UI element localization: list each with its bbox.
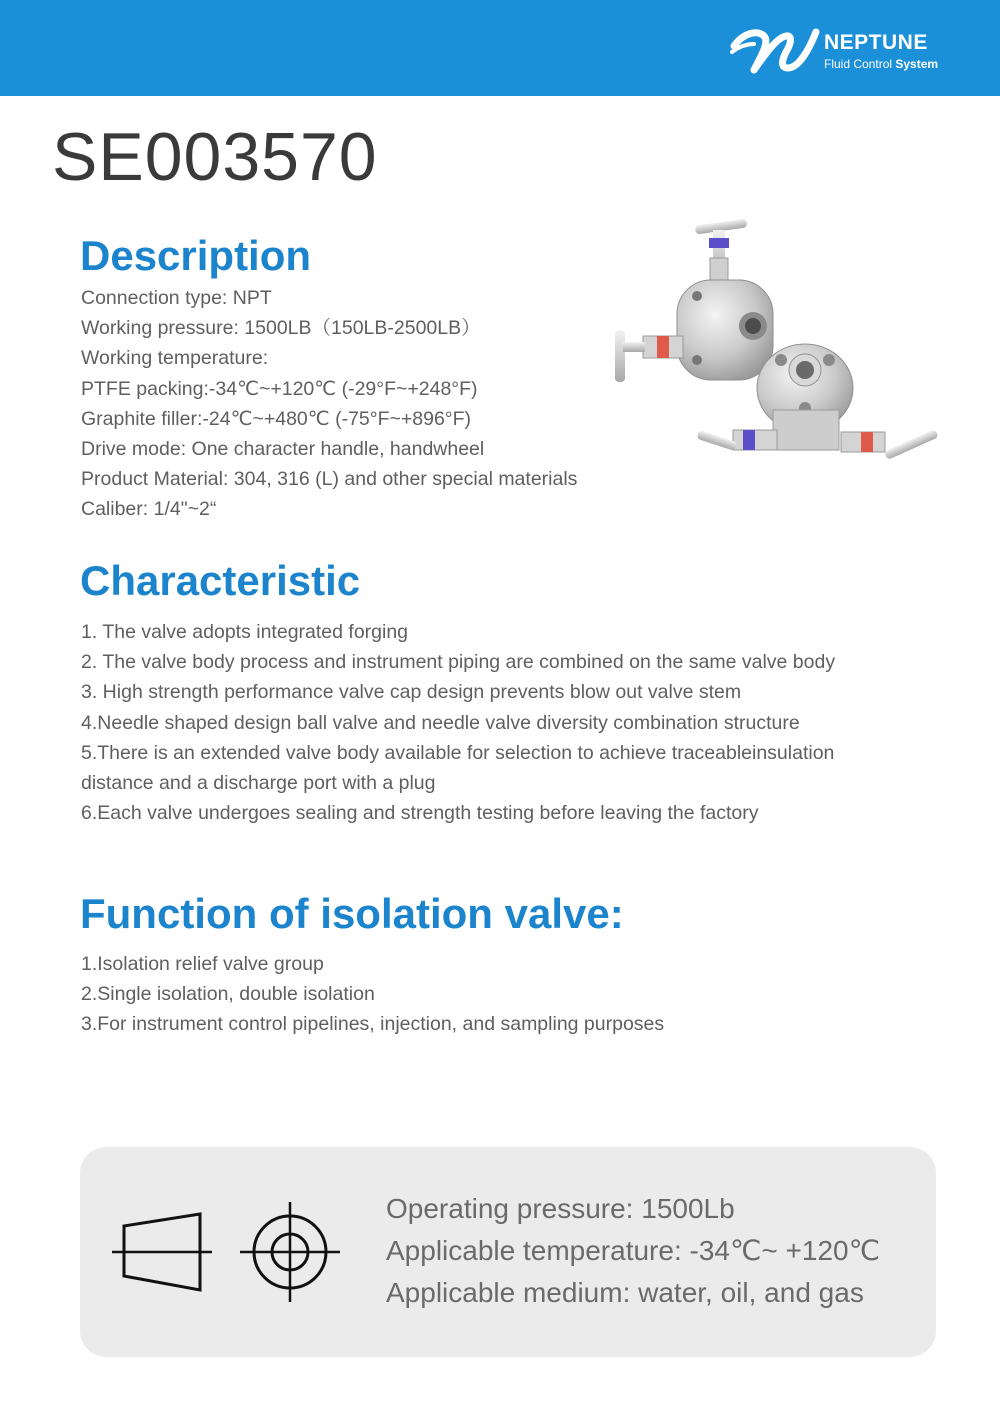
function-heading: Function of isolation valve: bbox=[80, 890, 624, 937]
description-line: Connection type: NPT bbox=[81, 287, 272, 309]
characteristic-heading: Characteristic bbox=[80, 557, 361, 604]
projection-taper-icon bbox=[110, 1200, 220, 1310]
projection-circle-crosshair-icon bbox=[238, 1200, 348, 1310]
characteristic-line: distance and a discharge port with a plug bbox=[81, 772, 436, 795]
characteristic-line: 2. The valve body process and instrument piping are combined on the same valve body bbox=[81, 651, 836, 674]
characteristic-line: 3. High strength performance valve cap design prevents blow out valve stem bbox=[81, 681, 742, 704]
description-line: Graphite filler:-24℃~+480℃ (-75°F~+896°F) bbox=[81, 407, 471, 430]
projection-symbols bbox=[110, 1200, 350, 1310]
function-list bbox=[81, 949, 664, 1040]
brand-tagline: Fluid Control System bbox=[824, 57, 939, 71]
spec-list bbox=[386, 1188, 880, 1314]
neptune-wave-icon bbox=[730, 22, 822, 78]
characteristic-line: 1. The valve adopts integrated forging bbox=[81, 621, 409, 643]
description-line: Drive mode: One character handle, handwheel bbox=[81, 438, 485, 461]
header-bar bbox=[0, 0, 1000, 96]
characteristic-list bbox=[81, 617, 835, 828]
model-number: SE003570 bbox=[52, 119, 378, 195]
spec-operating-pressure: Operating pressure: 1500Lb bbox=[386, 1193, 735, 1224]
description-line: Working pressure: 1500LB（150LB-2500LB） bbox=[81, 317, 481, 340]
characteristic-line: 4.Needle shaped design ball valve and needle valve diversity combination structure bbox=[81, 711, 800, 734]
brand-logo[interactable] bbox=[730, 22, 970, 78]
description-heading: Description bbox=[80, 232, 312, 279]
characteristic-line: 6.Each valve undergoes sealing and strength testing before leaving the factory bbox=[81, 802, 759, 825]
brand-name: NEPTUNE bbox=[824, 31, 928, 54]
product-image bbox=[605, 210, 950, 500]
characteristic-line: 5.There is an extended valve body available for selection to achieve traceableinsulation bbox=[81, 741, 835, 764]
function-line: 3.For instrument control pipelines, injection, and sampling purposes bbox=[81, 1013, 665, 1036]
description-line: Product Material: 304, 316 (L) and other special materials bbox=[81, 468, 578, 491]
description-line: PTFE packing:-34℃~+120℃ (-29°F~+248°F) bbox=[81, 377, 478, 400]
description-line: Working temperature: bbox=[81, 347, 269, 370]
function-line: 2.Single isolation, double isolation bbox=[81, 983, 375, 1006]
function-line: 1.Isolation relief valve group bbox=[81, 953, 324, 975]
spec-applicable-temperature: Applicable temperature: -34℃~ +120℃ bbox=[386, 1235, 881, 1266]
description-line: Caliber: 1/4"~2“ bbox=[81, 498, 217, 521]
spec-applicable-medium: Applicable medium: water, oil, and gas bbox=[386, 1277, 864, 1308]
description-list bbox=[81, 283, 577, 525]
